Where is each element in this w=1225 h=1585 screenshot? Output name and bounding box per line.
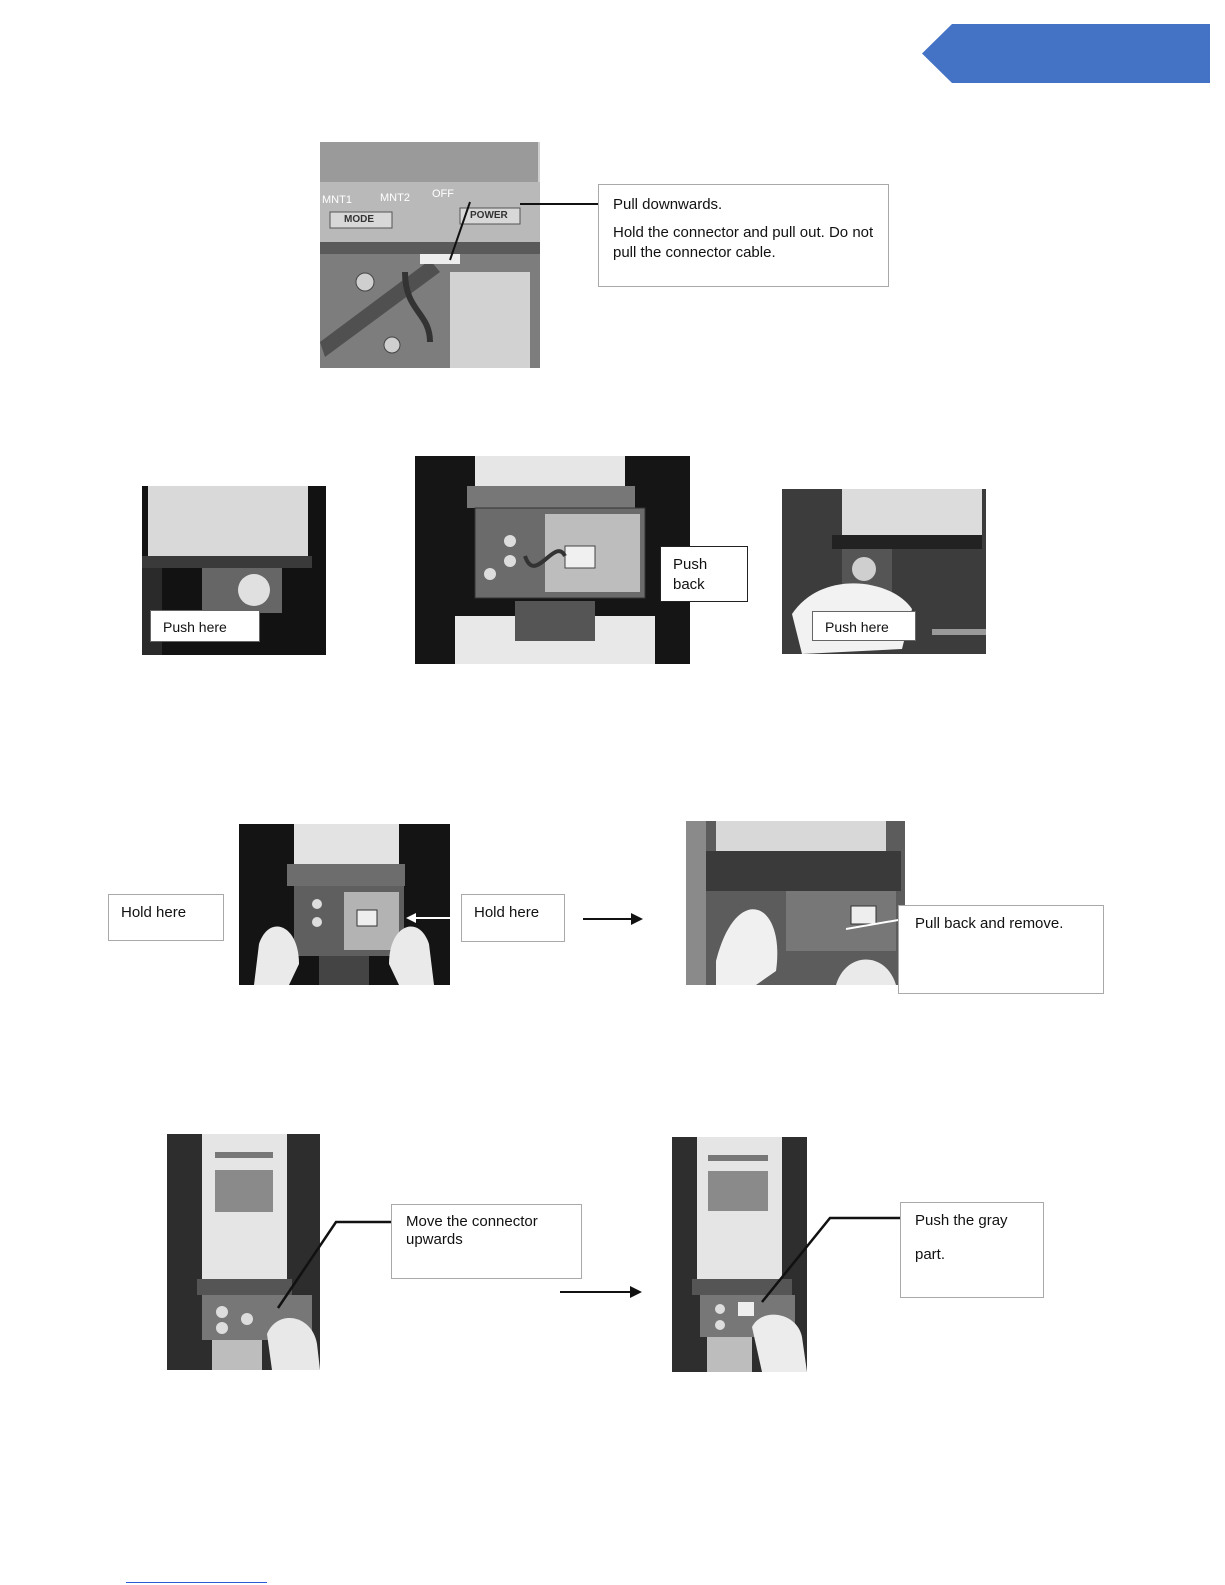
leader-line-move-connector: [276, 1218, 392, 1310]
callout-push-gray-line2: part.: [915, 1246, 946, 1263]
callout-push-gray-part: [900, 1202, 1044, 1298]
photo-pull-back-remove: [686, 821, 905, 985]
arrow-next-step-3: [583, 913, 643, 925]
photo-push-back-center: [415, 456, 690, 664]
panel-label-off: OFF: [432, 188, 454, 200]
label-hold-here-left: Hold here: [108, 894, 224, 941]
panel-label-mnt1: MNT1: [322, 194, 352, 206]
callout-text-line2: Hold the connector and pull out. Do not pull the connector cable.: [613, 224, 874, 261]
panel-label-mode: MODE: [344, 214, 374, 225]
arrow-hold-right: [406, 913, 462, 923]
callout-pull-downwards: [598, 184, 889, 287]
label-hold-here-right: Hold here: [461, 894, 565, 942]
photo-push-here-right: [782, 489, 986, 654]
photo-push-here-left: [142, 486, 326, 655]
panel-label-power: POWER: [470, 210, 508, 221]
callout-text-line1: Pull downwards.: [613, 196, 723, 213]
callout-move-connector: [391, 1204, 582, 1279]
photo-hold-connector: [239, 824, 450, 985]
header-tab: [922, 24, 1210, 83]
panel-label-mnt2: MNT2: [380, 192, 410, 204]
label-push-here-left: Push here: [150, 610, 260, 642]
label-push-back-text: Push back: [673, 556, 708, 593]
label-push-here-right: Push here: [812, 611, 916, 641]
footer-link-underline[interactable]: [126, 1582, 267, 1583]
arrow-next-step-4: [560, 1286, 642, 1298]
callout-push-gray-line1: Push the gray: [915, 1212, 1008, 1229]
label-push-back: [660, 546, 748, 602]
leader-line-push-gray: [760, 1214, 902, 1304]
callout-leader-line: [520, 203, 600, 205]
photo-connector-pull-down: [320, 142, 540, 368]
label-pull-back-remove: Pull back and remove.: [898, 905, 1104, 994]
callout-move-connector-text: Move the connector upwards: [406, 1213, 538, 1248]
